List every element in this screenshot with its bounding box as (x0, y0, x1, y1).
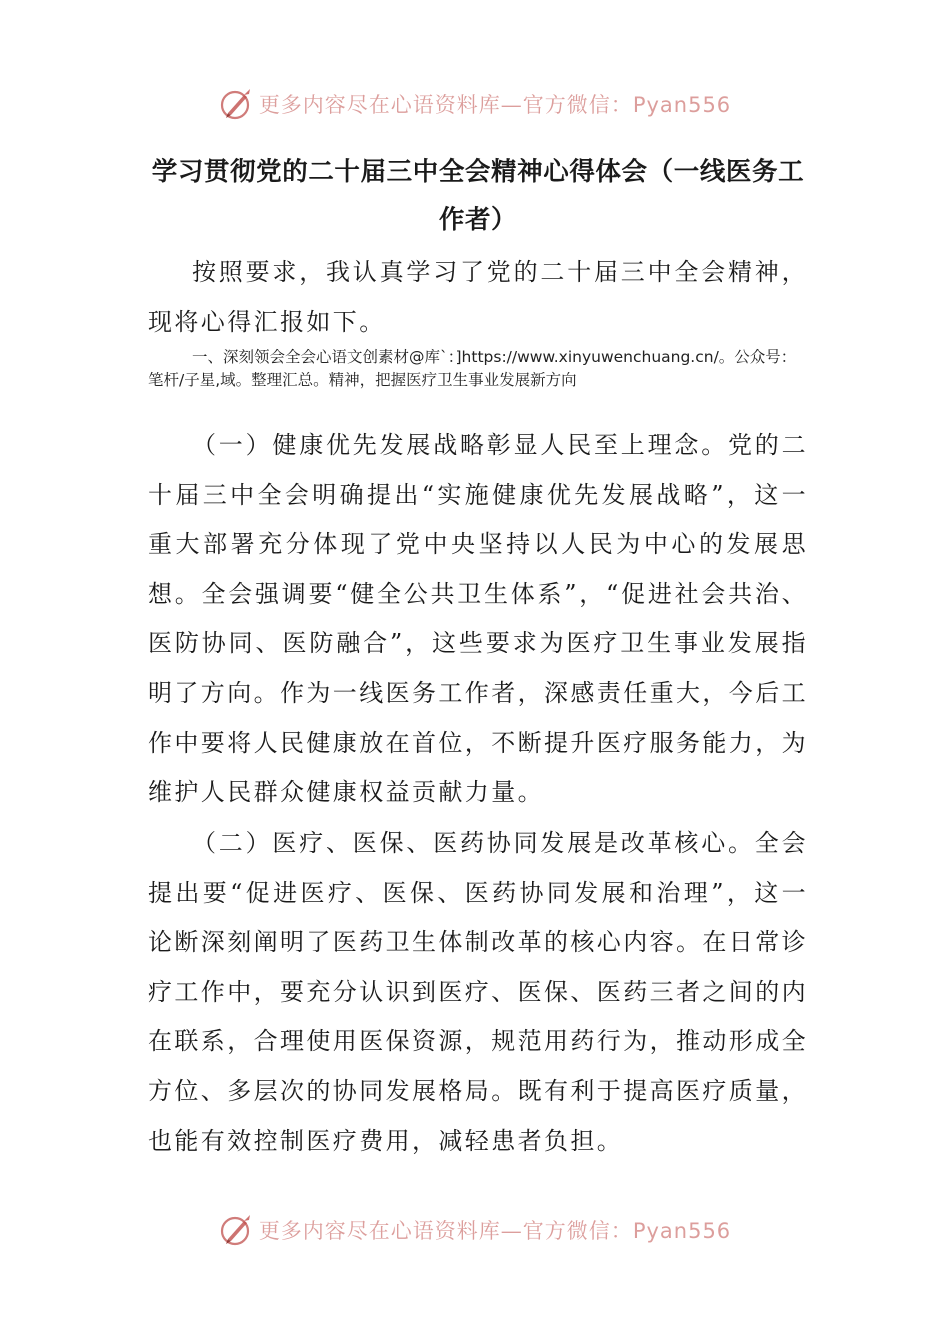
watermark-text: 更多内容尽在心语资料库—官方微信：Pyan556 (258, 1219, 732, 1243)
watermark-footer (0, 1210, 950, 1250)
watermark-brand: Pyan556 (632, 93, 732, 117)
document-title: 学习贯彻党的二十届三中全会精神心得体会（一线医务工作者） (151, 157, 805, 235)
section-heading: 一、深刻领会全会心语文创素材@库`：]https://www.xinyuwenchuang.cn/。公众号：笔杆/子星,域。整理汇总。精神，把握医疗卫生事业发展新方向 (148, 348, 797, 389)
watermark-header (0, 84, 950, 124)
watermark-text: 更多内容尽在心语资料库—官方微信：Pyan556 (258, 93, 732, 117)
intro-paragraph: 按照要求，我认真学习了党的二十届三中全会精神，现将心得汇报如下。 (148, 258, 808, 336)
paragraph-coordination: （二）医疗、医保、医药协同发展是改革核心。全会提出要“促进医疗、医保、医药协同发展和治理”，这一论断深刻阐明了医药卫生体制改革的核心内容。在日常诊疗工作中，要充分认识到医疗、医保、医药三者之间的内在联系，合理使用医保资源，规范用药行为，推动形成全方位、多层次的协同发展格局。既有利于提高医疗质量，也能有效控制医疗费用，减轻患者负担。 (148, 829, 808, 1155)
quill-pen-logo-icon (219, 1213, 253, 1247)
quill-pen-logo-icon (219, 87, 253, 121)
paragraph-health-priority: （一）健康优先发展战略彰显人民至上理念。党的二十届三中全会明确提出“实施健康优先发展战略”，这一重大部署充分体现了党中央坚持以人民为中心的发展思想。全会强调要“健全公共卫生体系”，“促进社会共治、医防协同、医防融合”，这些要求为医疗卫生事业发展指明了方向。作为一线医务工作者，深感责任重大，今后工作中要将人民健康放在首位，不断提升医疗服务能力，为维护人民群众健康权益贡献力量。 (148, 431, 808, 807)
watermark-brand: Pyan556 (632, 1219, 732, 1243)
